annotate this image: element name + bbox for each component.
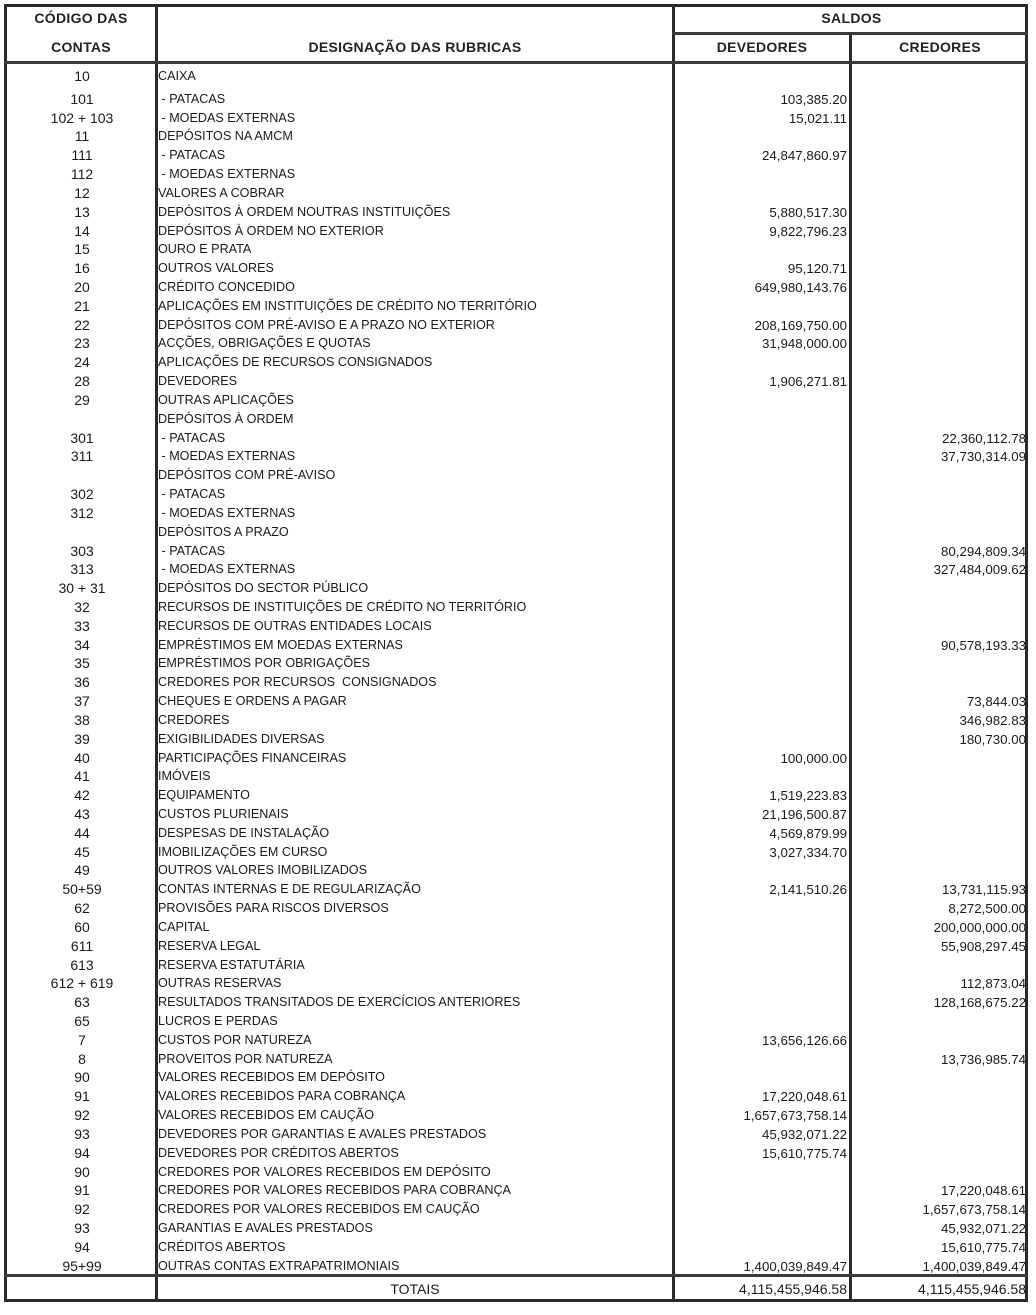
credit-balance: 200,000,000.00 (933, 919, 1026, 935)
debit-balance: 649,980,143.76 (754, 280, 847, 296)
debit-balance: 1,657,673,758.14 (743, 1108, 847, 1124)
credit-balance: 55,908,297.45 (940, 938, 1026, 954)
account-code: 42 (74, 787, 90, 804)
table-row (4, 391, 1028, 410)
account-designation: DESPESAS DE INSTALAÇÃO (158, 825, 330, 840)
account-code: 312 (70, 504, 94, 521)
account-designation: IMOBILIZAÇÕES EM CURSO (158, 844, 328, 859)
account-designation: OUTROS VALORES (158, 261, 274, 276)
account-designation: RECURSOS DE OUTRAS ENTIDADES LOCAIS (158, 618, 432, 633)
table-row (4, 1163, 1028, 1182)
debit-balance: 95,120.71 (787, 261, 847, 277)
account-designation: OUTRAS RESERVAS (158, 976, 282, 991)
table-row (4, 1181, 1028, 1200)
table-row (4, 67, 1028, 86)
table-row (4, 974, 1028, 993)
credit-balance: 73,844.03 (966, 694, 1026, 710)
credit-balance: 17,220,048.61 (940, 1183, 1026, 1199)
divider-header-body (4, 61, 1028, 64)
account-code: 40 (74, 749, 90, 766)
table-row (4, 447, 1028, 466)
account-code: 611 (70, 937, 94, 954)
account-code: 94 (74, 1144, 90, 1161)
table-row (4, 542, 1028, 561)
table-row (4, 127, 1028, 146)
table-row (4, 937, 1028, 956)
account-designation: - MOEDAS EXTERNAS (158, 449, 296, 464)
debit-balance: 5,880,517.30 (769, 204, 847, 220)
table-row (4, 90, 1028, 109)
account-code: 60 (74, 918, 90, 935)
account-code: 91 (74, 1088, 90, 1105)
credit-balance: 15,610,775.74 (940, 1239, 1026, 1255)
account-code: 23 (74, 335, 90, 352)
table-row (4, 259, 1028, 278)
account-designation: GARANTIAS E AVALES PRESTADOS (158, 1221, 373, 1236)
account-code: 101 (70, 90, 94, 107)
table-row (4, 1012, 1028, 1031)
account-designation: DEPÓSITOS NA AMCM (158, 129, 293, 144)
account-code: 10 (74, 68, 90, 84)
credit-balance: 90,578,193.33 (940, 637, 1026, 653)
table-row (4, 466, 1028, 485)
credit-balance: 128,168,675.22 (933, 995, 1026, 1011)
debit-balance: 17,220,048.61 (761, 1089, 847, 1105)
account-designation: APLICAÇÕES DE RECURSOS CONSIGNADOS (158, 355, 433, 370)
table-row (4, 1068, 1028, 1087)
account-designation: DEPÓSITOS À ORDEM NO EXTERIOR (158, 223, 384, 238)
account-code: 313 (70, 561, 94, 578)
account-code: 92 (74, 1201, 90, 1218)
account-code: 16 (74, 260, 90, 277)
credit-balance: 22,360,112.78 (941, 430, 1026, 446)
account-designation: VALORES RECEBIDOS EM DEPÓSITO (158, 1070, 385, 1085)
totals-debit: 4,115,455,946.58 (739, 1281, 847, 1297)
account-designation: CUSTOS POR NATUREZA (158, 1032, 312, 1047)
table-row (4, 749, 1028, 768)
debit-balance: 103,385.20 (780, 91, 847, 107)
account-code: 92 (74, 1107, 90, 1124)
account-designation: DEPÓSITOS DO SECTOR PÚBLICO (158, 581, 369, 596)
account-designation: DEVEDORES POR CRÉDITOS ABERTOS (158, 1145, 399, 1160)
table-row (4, 1257, 1028, 1276)
account-designation: OUTROS VALORES IMOBILIZADOS (158, 863, 368, 878)
account-designation: DEPÓSITOS COM PRÉ-AVISO (158, 468, 336, 483)
account-code: 41 (74, 768, 90, 785)
debit-balance: 1,906,271.81 (769, 374, 847, 390)
header-devedores: DEVEDORES (716, 39, 808, 55)
account-designation: CHEQUES E ORDENS A PAGAR (158, 694, 347, 709)
account-designation: - PATACAS (158, 487, 226, 502)
table-row (4, 617, 1028, 636)
account-designation: CREDORES (158, 712, 230, 727)
account-designation: VALORES RECEBIDOS EM CAUÇÃO (158, 1108, 375, 1123)
account-code: 28 (74, 373, 90, 390)
credit-balance: 1,400,039,849.47 (922, 1258, 1026, 1274)
account-code: 20 (74, 279, 90, 296)
credit-balance: 13,736,985.74 (940, 1051, 1026, 1067)
account-designation: - PATACAS (158, 148, 226, 163)
header-designation: DESIGNAÇÃO DAS RUBRICAS (308, 39, 522, 55)
debit-balance: 45,932,071.22 (761, 1126, 847, 1142)
table-row (4, 1050, 1028, 1069)
account-designation: EQUIPAMENTO (158, 788, 250, 803)
totals-credit: 4,115,455,946.58 (918, 1281, 1026, 1297)
header-credores: CREDORES (899, 39, 981, 55)
account-code: 62 (74, 900, 90, 917)
table-row (4, 786, 1028, 805)
account-code: 102 + 103 (50, 109, 114, 126)
account-designation: DEPÓSITOS À ORDEM NOUTRAS INSTITUIÇÕES (158, 204, 451, 219)
account-designation: - MOEDAS EXTERNAS (158, 562, 296, 577)
account-designation: RECURSOS DE INSTITUIÇÕES DE CRÉDITO NO TERRITÓRIO (158, 599, 527, 614)
table-row (4, 711, 1028, 730)
account-designation: VALORES A COBRAR (158, 185, 285, 200)
table-row (4, 222, 1028, 241)
account-code: 303 (70, 542, 94, 559)
account-designation: APLICAÇÕES EM INSTITUIÇÕES DE CRÉDITO NO TERRITÓRIO (158, 298, 537, 313)
account-designation: PROVISÕES PARA RISCOS DIVERSOS (158, 901, 389, 916)
table-row (4, 353, 1028, 372)
account-designation: - MOEDAS EXTERNAS (158, 167, 296, 182)
account-designation: EMPRÉSTIMOS POR OBRIGAÇÕES (158, 656, 371, 671)
account-code: 24 (74, 354, 90, 371)
table-row (4, 918, 1028, 937)
account-code: 95+99 (62, 1257, 102, 1274)
account-code: 112 (70, 166, 94, 183)
table-row (4, 1238, 1028, 1257)
header-code-line1: CÓDIGO DAS (34, 10, 128, 26)
credit-balance: 45,932,071.22 (940, 1221, 1026, 1237)
debit-balance: 208,169,750.00 (754, 317, 847, 333)
account-designation: DEPÓSITOS COM PRÉ-AVISO E A PRAZO NO EXTERIOR (158, 317, 495, 332)
account-designation: - PATACAS (158, 543, 226, 558)
account-designation: DEVEDORES POR GARANTIAS E AVALES PRESTADOS (158, 1126, 487, 1141)
account-code: 7 (78, 1031, 86, 1048)
account-designation: - PATACAS (158, 91, 226, 106)
table-row (4, 1031, 1028, 1050)
debit-balance: 15,610,775.74 (761, 1145, 847, 1161)
debit-balance: 15,021.11 (788, 110, 847, 126)
account-code: 15 (74, 241, 90, 258)
debit-balance: 4,569,879.99 (769, 825, 847, 841)
account-designation: CAIXA (158, 69, 196, 83)
credit-balance: 1,657,673,758.14 (922, 1202, 1026, 1218)
account-code: 93 (74, 1220, 90, 1237)
table-row (4, 824, 1028, 843)
account-designation: CRÉDITOS ABERTOS (158, 1239, 286, 1254)
credit-balance: 13,731,115.93 (941, 882, 1026, 898)
table-row (4, 429, 1028, 448)
table-row (4, 1200, 1028, 1219)
table-row (4, 692, 1028, 711)
account-designation: CREDORES POR VALORES RECEBIDOS PARA COBRANÇA (158, 1183, 511, 1198)
table-row (4, 1087, 1028, 1106)
table-row (4, 203, 1028, 222)
account-designation: VALORES RECEBIDOS PARA COBRANÇA (158, 1089, 406, 1104)
table-row (4, 334, 1028, 353)
account-designation: DEPÓSITOS A PRAZO (158, 524, 289, 539)
header-code-line2: CONTAS (51, 39, 111, 55)
account-designation: RESERVA ESTATUTÁRIA (158, 957, 305, 972)
table-row (4, 184, 1028, 203)
account-code: 29 (74, 391, 90, 408)
table-row (4, 1144, 1028, 1163)
account-designation: CREDORES POR RECURSOS CONSIGNADOS (158, 675, 437, 690)
table-row (4, 146, 1028, 165)
table-row (4, 598, 1028, 617)
table-row (4, 1219, 1028, 1238)
debit-balance: 24,847,860.97 (761, 148, 847, 164)
account-code: 38 (74, 711, 90, 728)
account-code: 33 (74, 617, 90, 634)
account-code: 12 (74, 184, 90, 201)
table-row (4, 861, 1028, 880)
totals-label: TOTAIS (390, 1281, 440, 1297)
balance-sheet-table (4, 4, 1028, 1302)
table-row (4, 956, 1028, 975)
account-designation: CAPITAL (158, 919, 210, 934)
account-code: 65 (74, 1013, 90, 1029)
table-row (4, 109, 1028, 128)
debit-balance: 2,141,510.26 (769, 882, 847, 898)
debit-balance: 1,519,223.83 (769, 788, 847, 804)
table-row (4, 880, 1028, 899)
account-code: 43 (74, 805, 90, 822)
account-code: 49 (74, 862, 90, 879)
account-designation: CREDORES POR VALORES RECEBIDOS EM DEPÓSITO (158, 1164, 491, 1179)
account-designation: - PATACAS (158, 430, 226, 445)
account-code: 35 (74, 655, 90, 672)
debit-balance: 1,400,039,849.47 (743, 1258, 847, 1274)
table-row (4, 730, 1028, 749)
debit-balance: 21,196,500.87 (761, 806, 847, 822)
table-row (4, 523, 1028, 542)
debit-balance: 31,948,000.00 (761, 336, 847, 352)
table-row (4, 1125, 1028, 1144)
account-code: 613 (70, 956, 94, 973)
account-code: 13 (74, 203, 90, 220)
account-designation: - MOEDAS EXTERNAS (158, 110, 296, 125)
account-code: 8 (78, 1050, 86, 1067)
account-code: 63 (74, 994, 90, 1011)
divider-saldos (672, 32, 1028, 35)
account-code: 111 (71, 147, 93, 164)
account-designation: OUTRAS APLICAÇÕES (158, 392, 294, 407)
account-code: 93 (74, 1125, 90, 1142)
account-code: 34 (74, 636, 90, 653)
account-code: 39 (74, 730, 90, 747)
account-designation: ACÇÕES, OBRIGAÇÕES E QUOTAS (158, 336, 371, 351)
account-code: 21 (74, 297, 90, 314)
table-row (4, 372, 1028, 391)
credit-balance: 80,294,809.34 (940, 543, 1026, 559)
account-code: 90 (74, 1163, 90, 1180)
table-row (4, 993, 1028, 1012)
account-code: 32 (74, 598, 90, 615)
table-row (4, 805, 1028, 824)
table-row (4, 165, 1028, 184)
account-designation: IMÓVEIS (158, 769, 211, 784)
table-row (4, 899, 1028, 918)
account-designation: DEVEDORES (158, 374, 238, 389)
debit-balance: 13,656,126.66 (761, 1032, 847, 1048)
table-row (4, 560, 1028, 579)
account-code: 94 (74, 1238, 90, 1255)
account-code: 45 (74, 843, 90, 860)
table-row (4, 240, 1028, 259)
account-code: 91 (74, 1182, 90, 1199)
credit-balance: 37,730,314.09 (940, 449, 1026, 465)
table-row (4, 843, 1028, 862)
credit-balance: 327,484,009.62 (933, 562, 1026, 578)
table-row (4, 579, 1028, 598)
account-designation: RESERVA LEGAL (158, 938, 261, 953)
table-row (4, 636, 1028, 655)
table-row (4, 316, 1028, 335)
account-code: 30 + 31 (58, 580, 106, 597)
debit-balance: 3,027,334.70 (769, 844, 847, 860)
account-designation: LUCROS E PERDAS (158, 1014, 278, 1028)
account-designation: EMPRÉSTIMOS EM MOEDAS EXTERNAS (158, 637, 403, 652)
debit-balance: 9,822,796.23 (769, 223, 847, 239)
credit-balance: 112,873.04 (960, 976, 1026, 992)
debit-balance: 100,000.00 (780, 750, 847, 766)
account-designation: PROVEITOS POR NATUREZA (158, 1051, 333, 1066)
account-designation: OURO E PRATA (158, 242, 252, 257)
account-designation: CUSTOS PLURIENAIS (158, 806, 289, 821)
table-row (4, 410, 1028, 429)
account-code: 37 (74, 693, 90, 710)
account-code: 50+59 (62, 881, 102, 898)
table-row (4, 1106, 1028, 1125)
account-designation: EXIGIBILIDADES DIVERSAS (158, 731, 325, 746)
credit-balance: 180,730.00 (959, 731, 1026, 747)
account-designation: PARTICIPAÇÕES FINANCEIRAS (158, 750, 347, 765)
table-row (4, 485, 1028, 504)
account-code: 36 (74, 674, 90, 691)
totals-row (4, 1278, 1028, 1302)
account-designation: CREDORES POR VALORES RECEBIDOS EM CAUÇÃO (158, 1202, 480, 1217)
account-code: 612 + 619 (50, 975, 114, 992)
table-row (4, 654, 1028, 673)
account-designation: CRÉDITO CONCEDIDO (158, 280, 295, 295)
credit-balance: 8,272,500.00 (948, 901, 1026, 917)
account-code: 311 (70, 448, 94, 465)
account-code: 302 (70, 486, 94, 503)
account-designation: RESULTADOS TRANSITADOS DE EXERCÍCIOS ANTERIORES (158, 995, 521, 1010)
account-code: 22 (74, 316, 90, 333)
account-code: 14 (74, 222, 90, 239)
account-designation: DEPÓSITOS À ORDEM (158, 411, 294, 426)
table-row (4, 278, 1028, 297)
table-row (4, 673, 1028, 692)
account-designation: CONTAS INTERNAS E DE REGULARIZAÇÃO (158, 882, 421, 897)
table-row (4, 767, 1028, 786)
account-code: 90 (74, 1069, 90, 1086)
account-code: 44 (74, 824, 90, 841)
account-designation: - MOEDAS EXTERNAS (158, 505, 296, 520)
account-code: 301 (70, 429, 94, 446)
credit-balance: 346,982.83 (959, 712, 1026, 728)
header-saldos: SALDOS (821, 10, 882, 26)
table-row (4, 504, 1028, 523)
table-row (4, 297, 1028, 316)
account-code: 11 (74, 128, 90, 145)
account-designation: OUTRAS CONTAS EXTRAPATRIMONIAIS (158, 1258, 400, 1273)
